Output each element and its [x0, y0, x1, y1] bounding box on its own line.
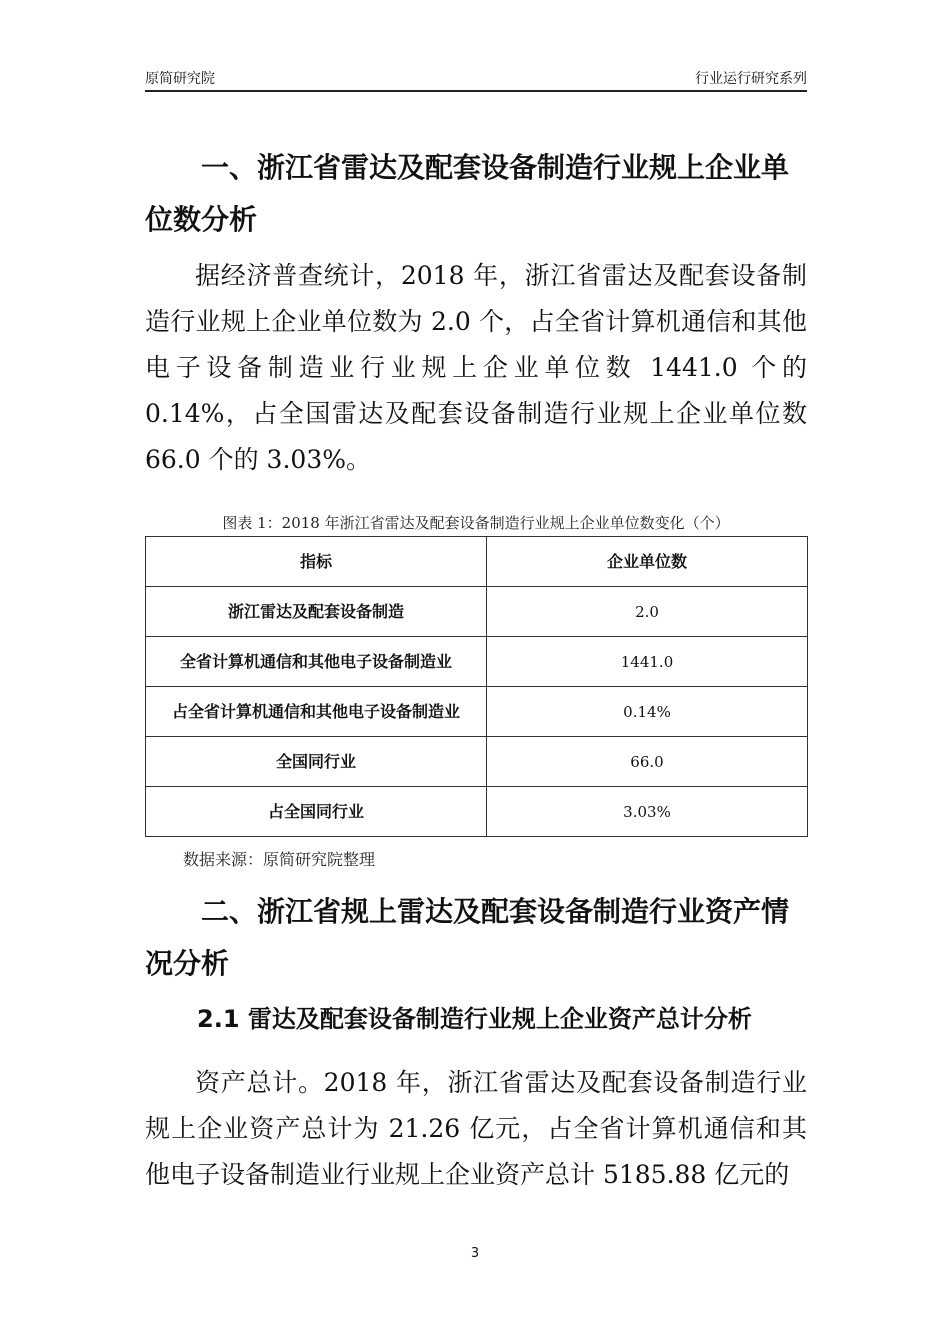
- row-label: 全省计算机通信和其他电子设备制造业: [146, 637, 487, 687]
- enterprise-count-table: [145, 536, 808, 837]
- header-series-name: 行业运行研究系列: [695, 71, 807, 87]
- row-value: 3.03%: [487, 787, 808, 837]
- table-row: [146, 787, 808, 837]
- section1-title: 一、浙江省雷达及配套设备制造行业规上企业单位数分析: [145, 151, 790, 236]
- table-row: [146, 637, 808, 687]
- row-value: 2.0: [487, 587, 808, 637]
- table-row: [146, 687, 808, 737]
- table-row: [146, 587, 808, 637]
- section2-title: 二、浙江省规上雷达及配套设备制造行业资产情况分析: [145, 895, 790, 980]
- section1-paragraph: 据经济普查统计，2018 年，浙江省雷达及配套设备制造行业规上企业单位数为 2.0 个，占全省计算机通信和其他电子设备制造业行业规上企业单位数 1441.0 个的 0.14%，占全国雷达及配套设备制造行业规上企业单位数 66.0 个的 3.03%。: [145, 261, 807, 474]
- row-value: 0.14%: [487, 687, 808, 737]
- row-label: 浙江雷达及配套设备制造: [146, 587, 487, 637]
- header-count: 企业单位数: [487, 537, 808, 587]
- page-header: [145, 68, 807, 92]
- data-source-note: 数据来源：原简研究院整理: [183, 850, 376, 869]
- page-number: 3: [470, 1246, 480, 1261]
- table-caption: 图表 1：2018 年浙江省雷达及配套设备制造行业规上企业单位数变化（个）: [222, 514, 730, 532]
- row-value: 66.0: [487, 737, 808, 787]
- row-label: 占全国同行业: [146, 787, 487, 837]
- table-row: [146, 737, 808, 787]
- row-value: 1441.0: [487, 637, 808, 687]
- subsection-title: 2.1 雷达及配套设备制造行业规上企业资产总计分析: [197, 1005, 752, 1033]
- section2-paragraph: 资产总计。2018 年，浙江省雷达及配套设备制造行业规上企业资产总计为 21.26 亿元，占全省计算机通信和其他电子设备制造业行业规上企业资产总计 5185.88 亿元的: [145, 1068, 807, 1189]
- table-header-row: [146, 537, 808, 587]
- header-indicator: 指标: [146, 537, 487, 587]
- row-label: 全国同行业: [146, 737, 487, 787]
- row-label: 占全省计算机通信和其他电子设备制造业: [146, 687, 487, 737]
- header-org-name: 原简研究院: [145, 71, 215, 87]
